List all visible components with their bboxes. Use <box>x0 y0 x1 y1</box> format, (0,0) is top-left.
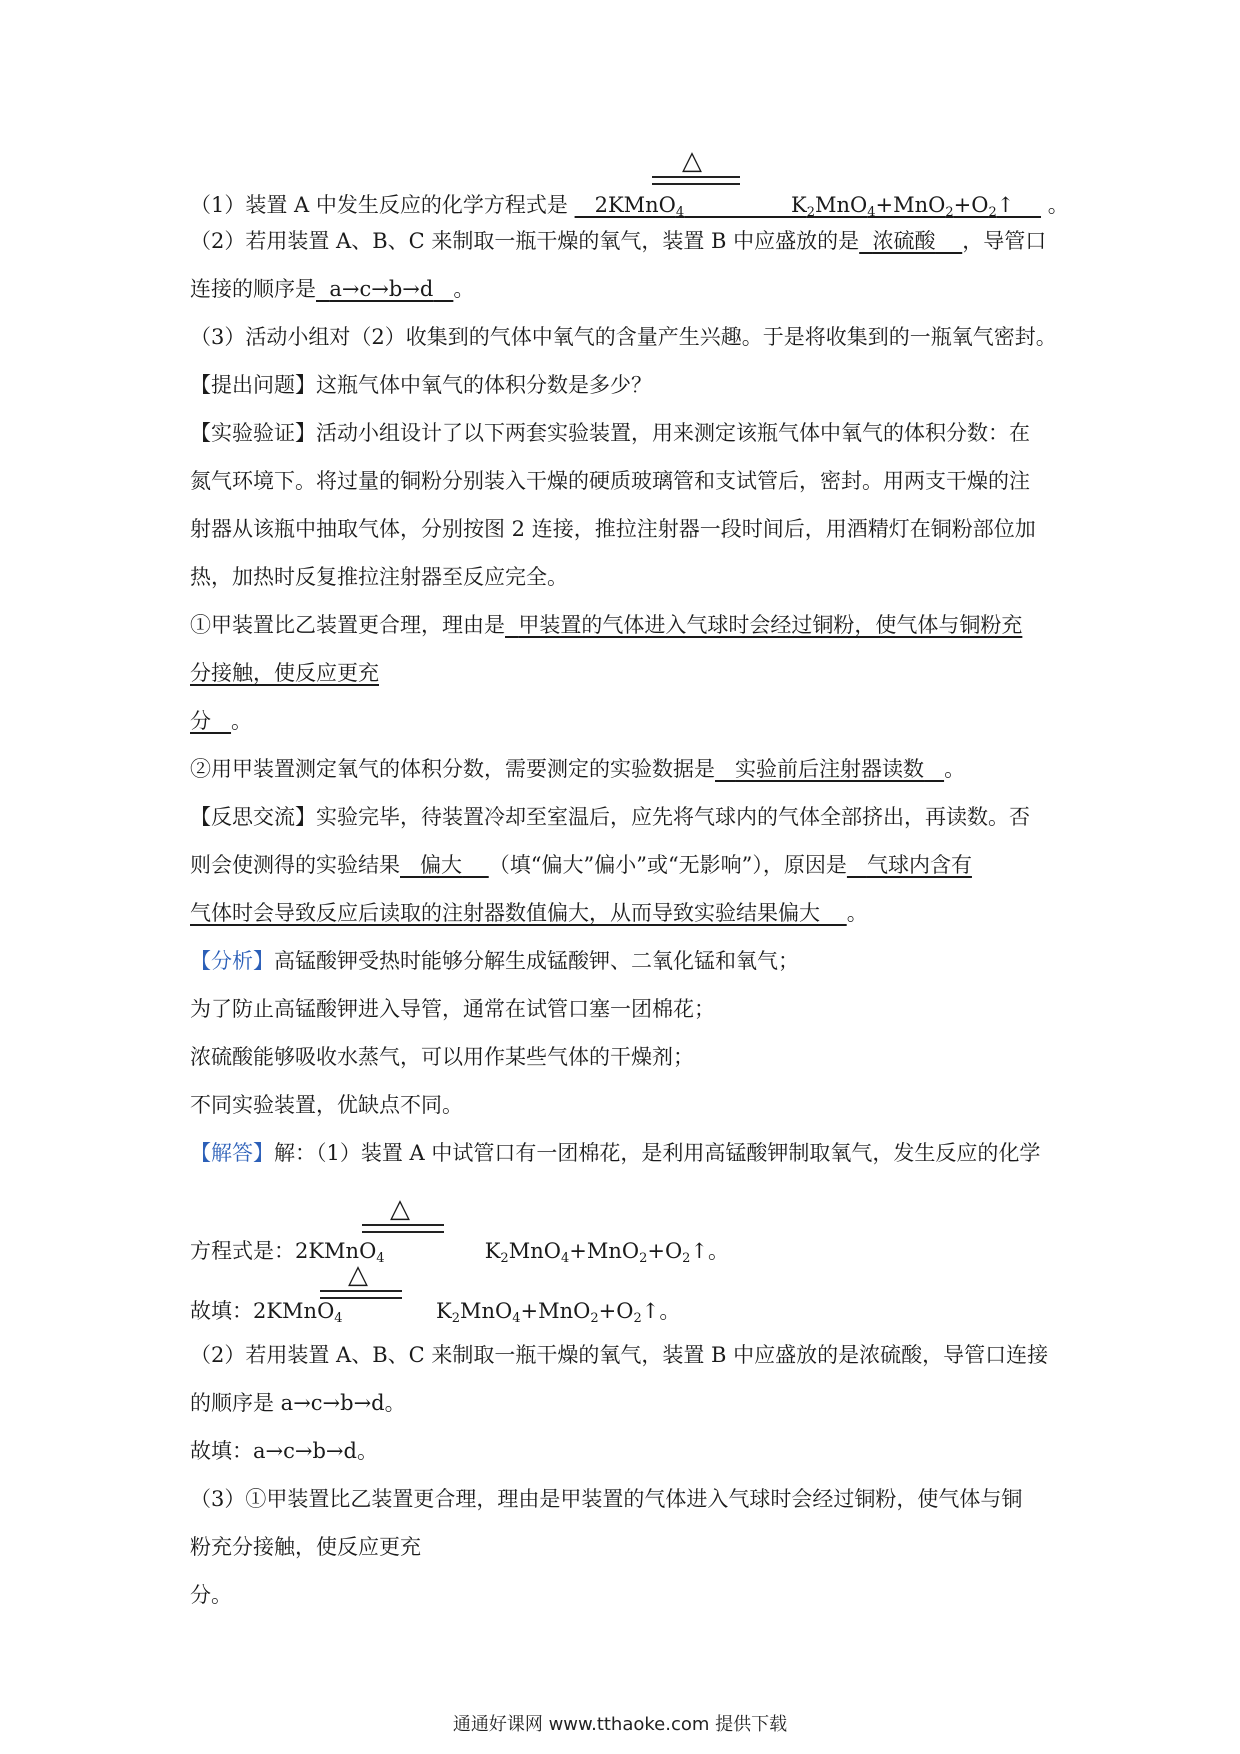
solution-line9: 分。 <box>190 1583 232 1607</box>
experiment-line2: 氮气环境下。将过量的铜粉分别装入干燥的硬质玻璃管和支试管后，密封。用两支干燥的注 <box>190 469 1030 493</box>
solution-eq1-prefix: 方程式是： <box>190 1239 295 1263</box>
reflection-line3 <box>190 898 1060 928</box>
experiment-line4: 热，加热时反复推拉注射器至反应完全。 <box>190 565 568 589</box>
solution-line7: （3）①甲装置比乙装置更合理，理由是甲装置的气体进入气球时会经过铜粉，使气体与铜 <box>190 1487 1023 1511</box>
q1-answer: 2KMnO$_4$ $K_2MnO_4+MnO_2+O_2↑$ <box>574 193 1042 220</box>
q1-suffix: 。 <box>1047 193 1069 217</box>
analysis-line4: 不同实验装置，优缺点不同。 <box>190 1093 463 1117</box>
q2-suffix: ，导管口 <box>962 229 1047 253</box>
analysis-line2: 为了防止高锰酸钾进入导管，通常在试管口塞一团棉花； <box>190 997 715 1021</box>
double-line <box>652 176 740 185</box>
experiment-line3: 射器从该瓶中抽取气体，分别按图 2 连接，推拉注射器一段时间后，用酒精灯在铜粉部位加 <box>190 517 1036 541</box>
reflection-answer2a: 气球内含有 <box>866 853 972 877</box>
qa-line2 <box>190 658 1060 688</box>
q2-line2-suffix: 。 <box>453 277 475 301</box>
double-line <box>362 1224 444 1233</box>
solution-line5: 的顺序是 a→c→b→d。 <box>190 1391 406 1415</box>
q1-line <box>190 190 1069 228</box>
qb-line <box>190 754 1060 784</box>
q2-answer1: 浓硫酸 <box>872 229 936 253</box>
analysis-line1 <box>190 946 1060 976</box>
q1-equation-triangle <box>652 148 740 190</box>
analysis-text1: 高锰酸钾受热时能够分解生成锰酸钾、二氧化锰和氧气； <box>274 949 799 973</box>
solution-eq2-prefix: 故填： <box>190 1299 253 1323</box>
q3-line: （3）活动小组对（2）收集到的气体中氧气的含量产生兴趣。于是将收集到的一瓶氧气密封。 <box>190 325 1057 349</box>
reflection-answer2b: 气体时会导致反应后读取的注射器数值偏大，从而导致实验结果偏大 <box>190 901 820 925</box>
solution-line8: 粉充分接触，使反应更充 <box>190 1535 421 1559</box>
solution-line1 <box>190 1138 1060 1168</box>
triangle-symbol: △ <box>390 1194 410 1224</box>
q2-line2-prefix: 连接的顺序是 <box>190 277 316 301</box>
solution-line3: 故填：2KMnO$_4$ $K_2MnO_4+MnO_2+O_2↑$。 <box>190 1299 681 1326</box>
qa-line3 <box>190 706 1060 736</box>
solution-tag: 【解答】 <box>190 1141 274 1165</box>
reflection-suffix: 。 <box>846 901 868 925</box>
q2-answer2: a→c→b→d <box>329 277 434 301</box>
solution-eq1-triangle <box>362 1196 444 1238</box>
analysis-line3: 浓硫酸能够吸收水蒸气，可以用作某些气体的干燥剂； <box>190 1045 694 1069</box>
triangle-symbol: △ <box>348 1260 368 1290</box>
q1-prefix: （1）装置 A 中发生反应的化学方程式是 <box>190 193 568 217</box>
qb-prefix: ②用甲装置测定氧气的体积分数，需要测定的实验数据是 <box>190 757 715 781</box>
solution-line2: 方程式是：2KMnO$_4$ $K_2MnO_4+MnO_2+O_2↑$。 <box>190 1239 730 1266</box>
qa-prefix: ①甲装置比乙装置更合理，理由是 <box>190 613 505 637</box>
analysis-tag: 【分析】 <box>190 949 274 973</box>
qa-answer3: 分 <box>190 709 211 733</box>
qa-suffix: 。 <box>231 709 253 733</box>
solution-eq1-suffix: 。 <box>708 1239 730 1263</box>
q2-prefix: （2）若用装置 A、B、C 来制取一瓶干燥的氧气，装置 B 中应盛放的是 <box>190 229 860 253</box>
solution-line4: （2）若用装置 A、B、C 来制取一瓶干燥的氧气，装置 B 中应盛放的是浓硫酸，导管口连接 <box>190 1343 1049 1367</box>
qb-answer: 实验前后注射器读数 <box>735 757 925 781</box>
page-footer: 通通好课网 www.tthaoke.com 提供下载 <box>452 1714 788 1735</box>
reflection-line2 <box>190 850 1060 880</box>
experiment-line1: 【实验验证】活动小组设计了以下两套实验装置，用来测定该瓶气体中氧气的体积分数：在 <box>190 421 1030 445</box>
solution-line6: 故填：a→c→b→d。 <box>190 1439 378 1463</box>
reflection-mid: （填“偏大”偏小”或“无影响”），原因是 <box>488 853 847 877</box>
reflection-line1: 【反思交流】实验完毕，待装置冷却至室温后，应先将气球内的气体全部挤出，再读数。否 <box>190 805 1030 829</box>
q2-line2 <box>190 274 1060 304</box>
q2-line1 <box>190 226 1060 256</box>
reflection-answer1: 偏大 <box>420 853 463 877</box>
solution-eq2-suffix: 。 <box>659 1299 681 1323</box>
qa-line1 <box>190 610 1060 640</box>
reflection-prefix: 则会使测得的实验结果 <box>190 853 400 877</box>
qa-answer1: 甲装置的气体进入气球时会经过铜粉，使气体与铜粉充 <box>518 613 1023 637</box>
solution-text1: 解：（1）装置 A 中试管口有一团棉花，是利用高锰酸钾制取氧气，发生反应的化学 <box>274 1141 1041 1165</box>
question-raise: 【提出问题】这瓶气体中氧气的体积分数是多少？ <box>190 373 652 397</box>
qa-answer2: 分接触，使反应更充 <box>190 661 379 685</box>
triangle-symbol: △ <box>682 146 702 176</box>
qb-suffix: 。 <box>944 757 966 781</box>
